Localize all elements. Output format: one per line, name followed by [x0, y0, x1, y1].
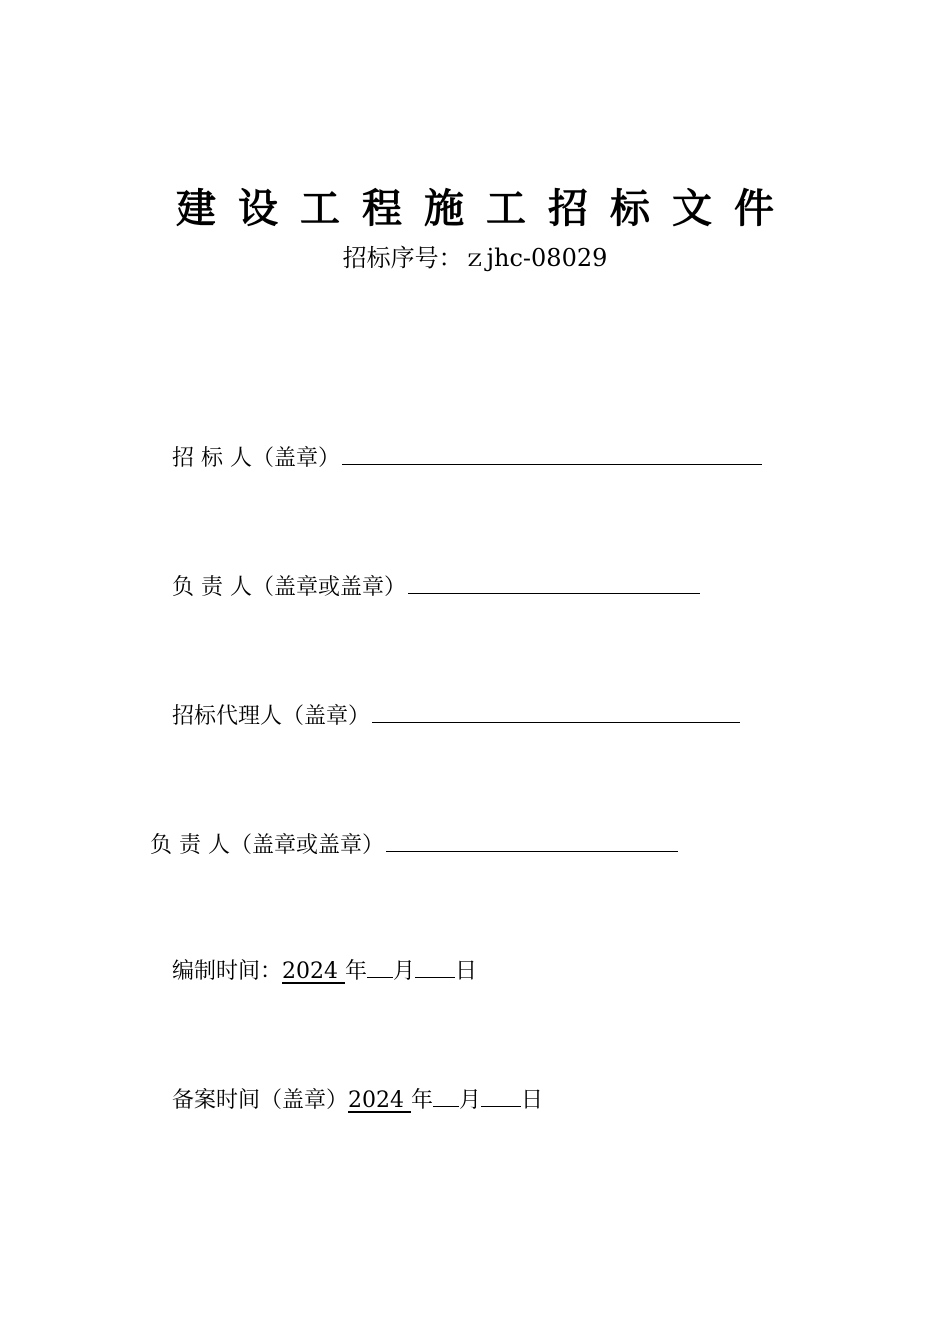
compile-month-blank[interactable] — [367, 955, 393, 978]
document-title: 建设工程施工招标文件 — [176, 186, 796, 232]
serial-label: 招标序号： — [342, 244, 463, 272]
compile-year-unit: 年 — [345, 959, 368, 984]
compile-date-field — [172, 955, 477, 988]
compile-day-unit: 日 — [455, 959, 478, 984]
filing-day-blank[interactable] — [481, 1084, 521, 1107]
principal-signature-line-2[interactable] — [386, 827, 678, 852]
filing-year-unit: 年 — [411, 1088, 434, 1113]
principal-field-2 — [150, 827, 678, 862]
tenderer-label: 招 标 人（盖章） — [172, 446, 340, 471]
principal-field-1 — [172, 569, 700, 604]
tenderer-field — [172, 440, 762, 475]
agent-signature-line[interactable] — [372, 698, 740, 723]
filing-month-unit: 月 — [459, 1088, 482, 1113]
agent-label: 招标代理人（盖章） — [172, 704, 371, 729]
compile-month-unit: 月 — [393, 959, 416, 984]
filing-date-field — [172, 1084, 543, 1117]
principal-signature-line-1[interactable] — [408, 569, 700, 594]
compile-label: 编制时间： — [172, 959, 283, 984]
serial-value: ｚjhc-08029 — [462, 244, 608, 272]
filing-year: 2024 — [348, 1088, 411, 1113]
principal-label-2: 负 责 人（盖章或盖章） — [150, 833, 384, 858]
filing-month-blank[interactable] — [433, 1084, 459, 1107]
tenderer-signature-line[interactable] — [342, 440, 762, 465]
principal-label-1: 负 责 人（盖章或盖章） — [172, 575, 406, 600]
filing-label: 备案时间（盖章） — [172, 1088, 349, 1113]
compile-year: 2024 — [282, 959, 345, 984]
compile-day-blank[interactable] — [415, 955, 455, 978]
filing-day-unit: 日 — [521, 1088, 544, 1113]
agent-field — [172, 698, 740, 733]
tender-serial — [0, 240, 950, 276]
